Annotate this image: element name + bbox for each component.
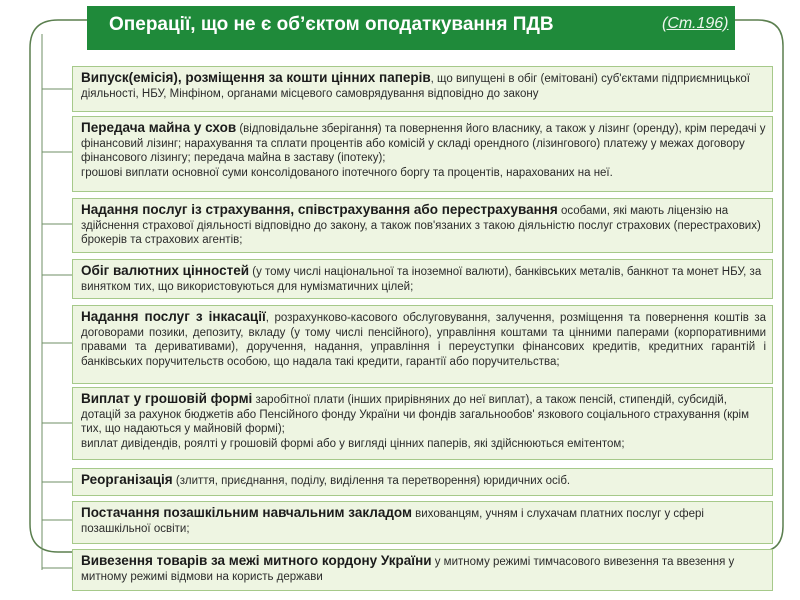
item-text: (злиття, приєднання, поділу, виділення та перетворення) юридичних осіб.: [172, 475, 571, 487]
item-text: заробітної плати (інших прирівняних до неї виплат), а також пенсій, стипендій, субсидій, дотацій за рахунок бюджетів або Пенсійного фонду України чи фондів загальнообов' язкового соціального страхування (крім тих, що надаються у майновій формі);: [81, 394, 750, 435]
item-heading: Випуск(емісія), розміщення за кошти цінних паперів: [81, 70, 431, 85]
item-heading: Реорганізація: [81, 472, 173, 487]
title-banner: [87, 6, 735, 50]
item-text: вихованцям, учням і слухачам платних послуг у сфері позашкільної освіти;: [81, 508, 704, 535]
item-text-extra: грошові виплати основної суми консолідованого іпотечного боргу та процентів, нарахованих на неї.: [81, 166, 613, 179]
item-extracurricular-education: [72, 501, 773, 544]
item-securities-issue: [72, 66, 773, 112]
item-text-extra: виплат дивідендів, роялті у грошовій формі або у вигляді цінних паперів, які здійснюються емітентом;: [81, 437, 625, 450]
item-property-storage: [72, 116, 773, 192]
item-heading: Виплат у грошовій формі: [81, 391, 253, 406]
item-text: у митному режимі тимчасового вивезення та ввезення у митному режимі відмови на користь держави: [81, 556, 735, 583]
item-heading: Обіг валютних цінностей: [81, 263, 250, 278]
item-collection-services: [72, 305, 773, 384]
item-currency-circulation: [72, 259, 773, 299]
item-text: , розрахунково-касового обслуговування, залучення, розміщення та повернення коштів за договорами позики, депозиту, вкладу (у тому числі пенсійного), управління коштами та цінними паперами (корпоративними правами та деривативами), доручення, надання, управління і переуступки фінансових кредитів, кредитних гарантій і банківських поручительств особою, що надала такі кредити, гарантії або поручительства;: [81, 312, 766, 368]
item-heading: Постачання позашкільним навчальним закладом: [81, 505, 412, 520]
item-heading: Передача майна у схов: [81, 120, 237, 135]
item-text: (у тому числі національної та іноземної валюти), банківських металів, банкнот та монет НБУ, за винятком тих, що використовуються для нумізматичних цілей;: [81, 266, 762, 293]
item-heading: Надання послуг з інкасації: [81, 309, 266, 324]
item-text: особами, які мають ліцензію на здійснення страхової діяльності відповідно до закону, а також пов'язаних з такою діяльністю послуг страхових (перестрахових) брокерів та страхових агентів;: [81, 205, 761, 246]
item-heading: Вивезення товарів за межі митного кордону України: [81, 553, 432, 568]
item-text: , що випущені в обіг (емітовані) суб'єктами підприємницької діяльності, НБУ, Мінфіном, органами місцевого самоврядування відповідно до закону: [81, 73, 750, 100]
item-insurance: [72, 198, 773, 253]
item-text: (відповідальне зберігання) та повернення його власнику, а також у лізинг (оренду), крім передачі у фінансовий лізинг; нарахування та сплати процентів або комісій у складі орендного (лізингового) платежу у межах договору фінансового лізингу; передача майна в заставу (іпотеку);: [81, 123, 766, 164]
article-reference: (Ст.196): [662, 15, 729, 32]
item-goods-export: [72, 549, 773, 591]
item-cash-payments: [72, 387, 773, 460]
diagram-title: Операції, що не є об’єктом оподаткування ПДВ: [109, 14, 554, 35]
item-heading: Надання послуг із страхування, співстрахування або перестрахування: [81, 202, 558, 217]
item-reorganization: [72, 468, 773, 496]
